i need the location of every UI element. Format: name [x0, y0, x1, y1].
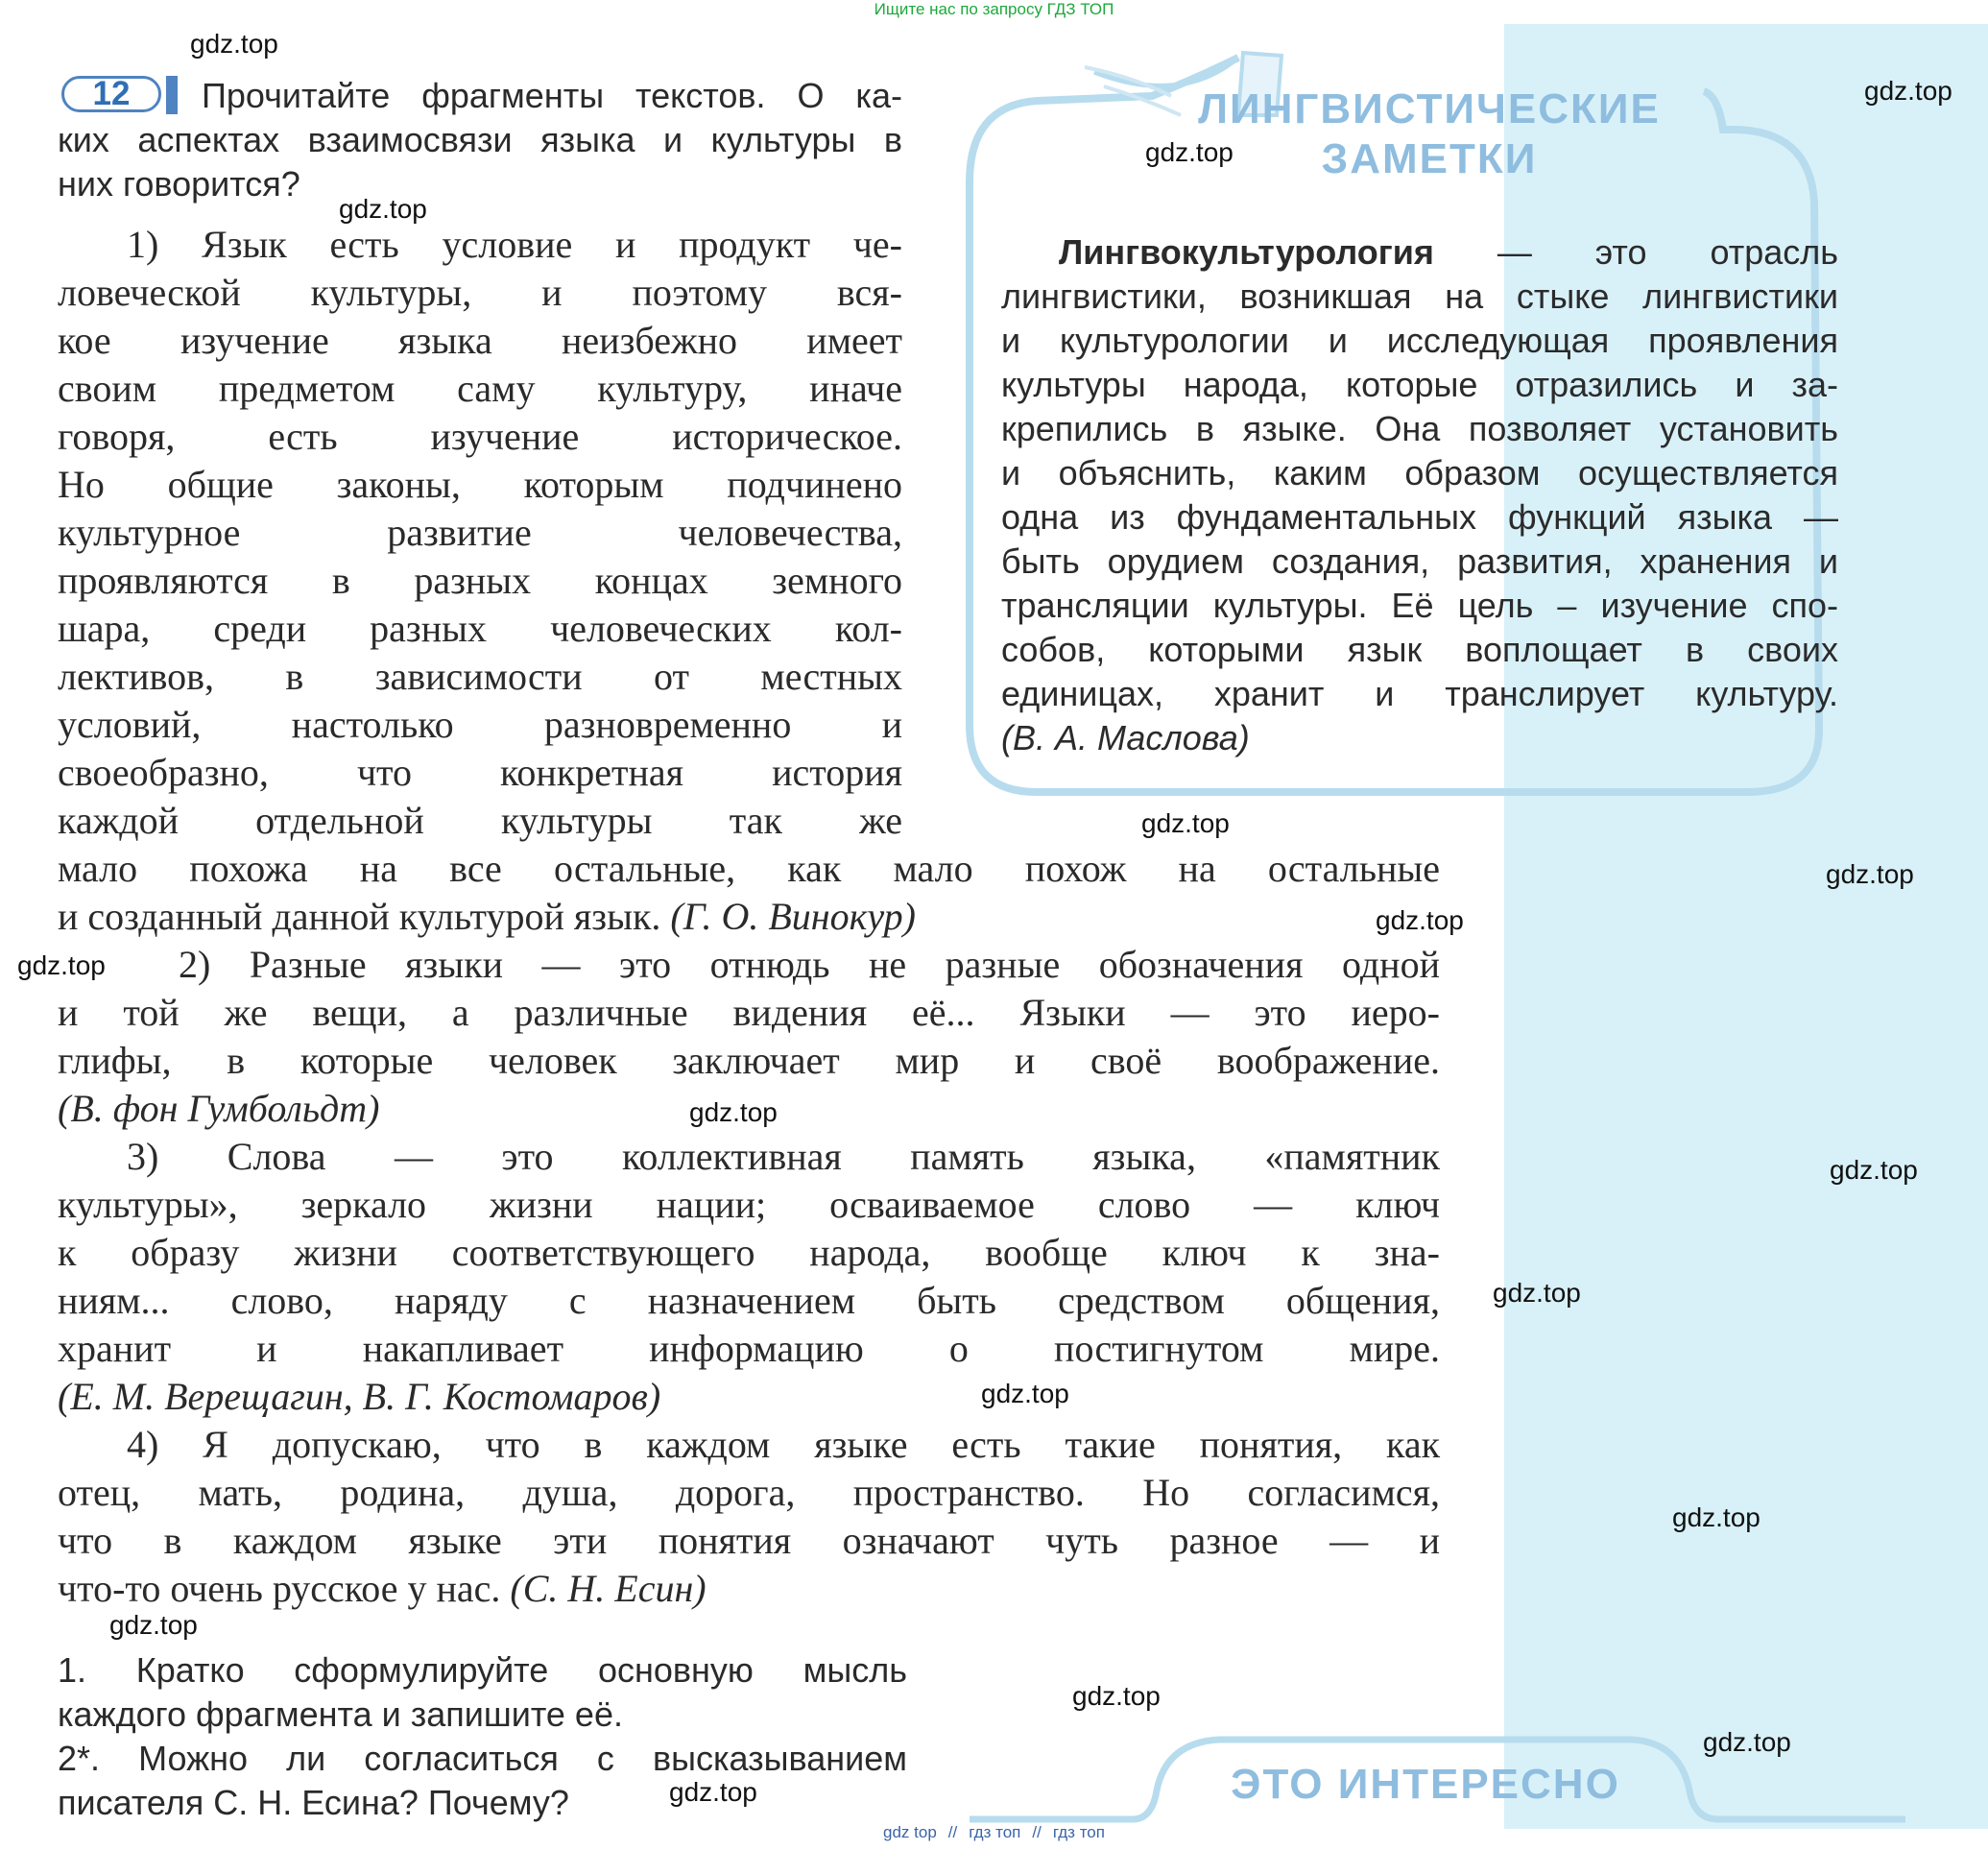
exercise-prompt-line: Прочитайте фрагменты текстов. О ка- [202, 76, 902, 115]
fragment-1-text: и созданный данной культурой язык. [58, 895, 661, 938]
fragment-4-text: что-то очень русское у нас. [58, 1567, 501, 1610]
note-line: трансляции культуры. Её цель – изучение спо- [1001, 586, 1838, 625]
task-2-line: 2*. Можно ли согласиться с высказыванием [58, 1739, 907, 1778]
fragment-4-line: отец, мать, родина, душа, дорога, пространство. Но согласимся, [58, 1471, 1440, 1514]
fragment-2-line: 2) Разные языки — это отнюдь не разные обозначения одной [179, 943, 1440, 986]
note-line: и культурологии и исследующая проявления [1001, 321, 1838, 360]
watermark: gdz.top [1072, 1681, 1161, 1711]
fragment-1-line: Но общие законы, которым подчинено [58, 463, 902, 506]
note-body [1001, 230, 1838, 760]
fragment-2-author: (В. фон Гумбольдт) [58, 1087, 380, 1130]
watermark: gdz.top [1376, 905, 1464, 935]
watermark: gdz.top [1141, 808, 1230, 838]
watermark: gdz.top [669, 1777, 757, 1807]
note-title-line: ЛИНГВИСТИЧЕСКИЕ [1198, 85, 1661, 132]
fragment-1-line: каждой отдельной культуры так же [58, 799, 902, 842]
watermark: gdz.top [1145, 137, 1234, 167]
fragment-2-line: и той же вещи, а различные видения её... Языки — это иеро- [58, 991, 1440, 1034]
note-line: одна из фундаментальных функций языка — [1001, 497, 1838, 537]
note-line: единицах, хранит и транслирует культуру. [1001, 674, 1838, 713]
note-line: лингвистики, возникшая на стыке лингвистики [1001, 276, 1838, 316]
note-term: Лингвокультурология [1059, 232, 1434, 272]
note-line: культуры народа, которые отразились и за- [1001, 365, 1838, 404]
watermark: gdz.top [1826, 859, 1914, 889]
task-2-line: писателя С. Н. Есина? Почему? [58, 1783, 569, 1822]
fragment-1-line: лективов, в зависимости от местных [58, 655, 902, 698]
fragment-4-line: что в каждом языке эти понятия означают чуть разное — и [58, 1519, 1440, 1562]
footer-item: гдз топ [1052, 1823, 1105, 1841]
fragment-3-line: 3) Слова — это коллективная память языка, «памятник [127, 1135, 1440, 1178]
fragment-1-line: своим предметом саму культуру, иначе [58, 367, 902, 410]
fragment-2-line: глифы, в которые человек заключает мир и своё воображение. [58, 1039, 1440, 1082]
footer [0, 1823, 1988, 1842]
task-1-line: каждого фрагмента и запишите её. [58, 1694, 623, 1734]
fragment-3-line: к образу жизни соответствующего народа, вообще ключ к зна- [58, 1231, 1440, 1274]
note-title-line: ЗАМЕТКИ [1321, 135, 1538, 182]
fragment-4-last-line [58, 1565, 1440, 1613]
exercise-number: 12 [61, 76, 161, 112]
fragment-1-line: условий, настолько разновременно и [58, 703, 902, 746]
note-line [1001, 230, 1838, 275]
interest-title: ЭТО ИНТЕРЕСНО [1231, 1761, 1620, 1808]
watermark: gdz.top [1672, 1502, 1760, 1532]
fragment-4-line: 4) Я допускаю, что в каждом языке есть такие понятия, как [127, 1423, 1440, 1466]
fragment-1-line: мало похожа на все остальные, как мало похож на остальные [58, 847, 1440, 890]
note-term-definition: — это отрасль [1433, 232, 1838, 272]
fragment-1-line: культурное развитие человечества, [58, 511, 902, 554]
watermark: gdz.top [689, 1097, 778, 1127]
note-line: быть орудием создания, развития, хранения и [1001, 541, 1838, 581]
watermark: gdz.top [1864, 76, 1952, 106]
watermark: gdz.top [1703, 1727, 1791, 1757]
watermark: gdz.top [109, 1610, 198, 1640]
fragment-1-line: говоря, есть изучение историческое. [58, 415, 902, 458]
note-author: (В. А. Маслова) [1001, 718, 1250, 757]
fragment-1-line: проявляются в разных концах земного [58, 559, 902, 602]
footer-separator: // [1032, 1823, 1042, 1841]
exercise-prompt-line: них говорится? [58, 164, 300, 204]
note-title [1180, 84, 1679, 184]
fragment-3-author: (Е. М. Верещагин, В. Г. Костомаров) [58, 1375, 661, 1418]
note-line: и объяснить, каким образом осуществляется [1001, 453, 1838, 493]
search-hint: Ищите нас по запросу ГДЗ ТОП [874, 0, 1114, 18]
watermark: gdz.top [190, 29, 278, 59]
watermark: gdz.top [17, 950, 106, 980]
footer-separator: // [947, 1823, 958, 1841]
note-line: собов, которыми язык воплощает в своих [1001, 630, 1838, 669]
fragment-1-line: кое изучение языка неизбежно имеет [58, 319, 902, 362]
fragment-1-line: шара, среди разных человеческих кол- [58, 607, 902, 650]
footer-item: gdz top [883, 1823, 937, 1841]
notebook-icon-pages [1094, 58, 1238, 85]
footer-item: гдз топ [969, 1823, 1021, 1841]
fragment-1-line: своеобразно, что конкретная история [58, 751, 902, 794]
task-1-line: 1. Кратко сформулируйте основную мысль [58, 1650, 907, 1690]
note-line: крепились в языке. Она позволяет установить [1001, 409, 1838, 448]
watermark: gdz.top [1830, 1155, 1918, 1185]
fragment-3-line: хранит и накапливает информацию о постигнутом мире. [58, 1327, 1440, 1370]
fragment-4-author: (С. Н. Есин) [510, 1567, 707, 1610]
watermark: gdz.top [1493, 1278, 1581, 1308]
fragment-1-line: ловеческой культуры, и поэтому вся- [58, 271, 902, 314]
fragment-3-line: культуры», зеркало жизни нации; осваиваемое слово — ключ [58, 1183, 1440, 1226]
fragment-3-line: ниям... слово, наряду с назначением быть средством общения, [58, 1279, 1440, 1322]
exercise-prompt-line: ких аспектах взаимосвязи языка и культуры в [58, 120, 902, 159]
fragment-1-author: (Г. О. Винокур) [670, 895, 916, 938]
watermark: gdz.top [339, 194, 427, 224]
watermark: gdz.top [981, 1379, 1069, 1408]
fragment-1-line: 1) Язык есть условие и продукт че- [127, 223, 902, 266]
fragment-1-last-line [58, 893, 1440, 941]
